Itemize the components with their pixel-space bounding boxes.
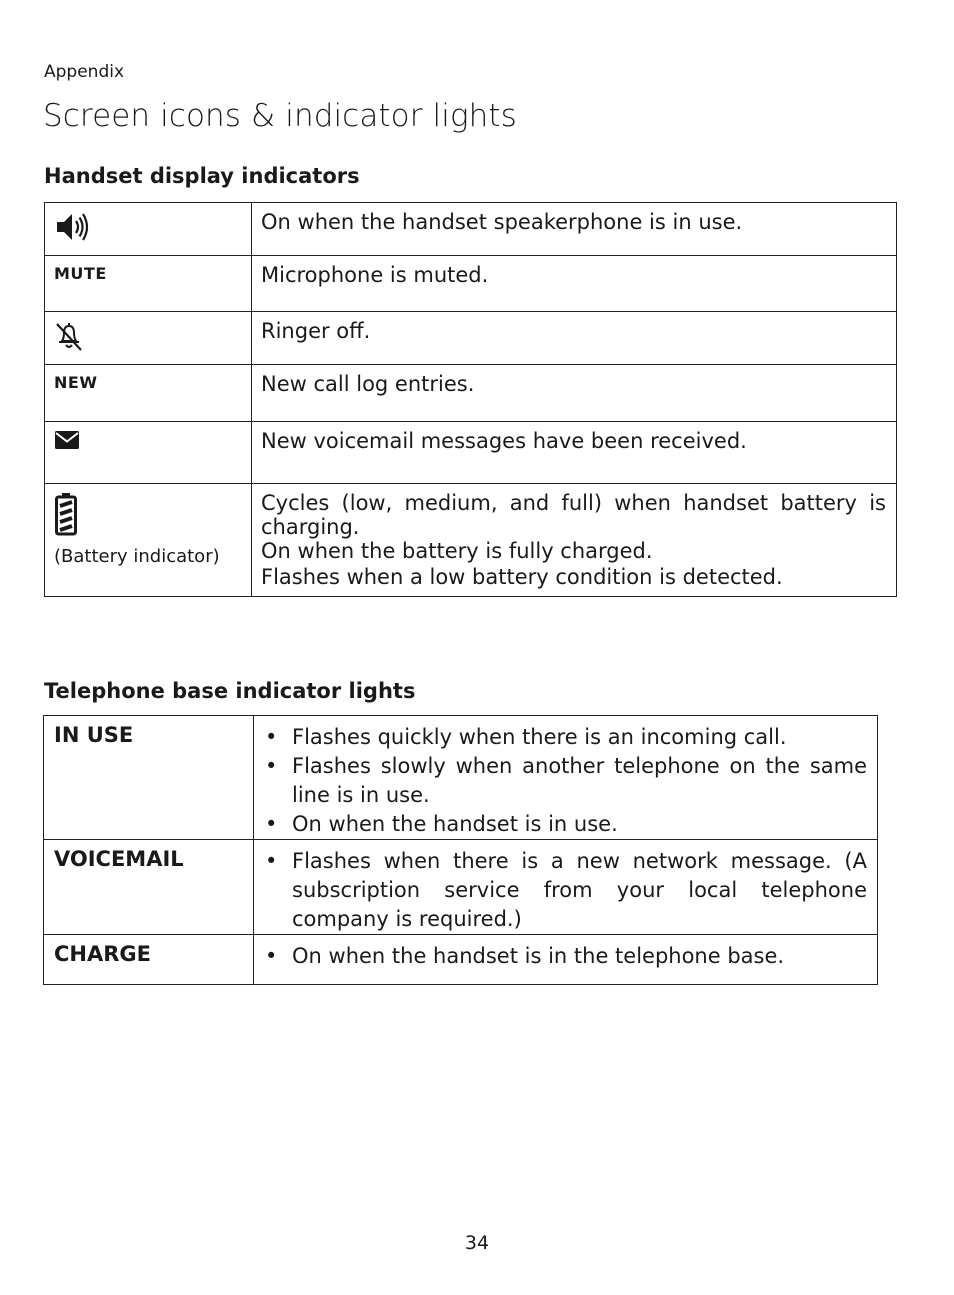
- base-indicator-lights-heading: Telephone base indicator lights: [44, 679, 416, 703]
- bullet-list: [263, 723, 867, 839]
- indicator-description: [254, 716, 878, 840]
- bullet-list: [263, 847, 867, 934]
- battery-description-line: charging.: [261, 515, 360, 539]
- battery-icon: [54, 521, 78, 540]
- table-row: [44, 935, 878, 985]
- icon-cell: [45, 422, 252, 484]
- indicator-description: Ringer off.: [252, 312, 897, 365]
- icon-cell: [45, 203, 252, 256]
- section-label: Appendix: [44, 62, 125, 82]
- indicator-description: Microphone is muted.: [252, 256, 897, 312]
- battery-indicator-label: (Battery indicator): [54, 546, 220, 567]
- indicator-description: New call log entries.: [252, 365, 897, 422]
- indicator-description: [252, 484, 897, 597]
- battery-description-line: Cycles (low, medium, and full) when handset battery is: [261, 491, 886, 515]
- list-item: • Flashes slowly when another telephone on the same line is in use.: [263, 752, 867, 810]
- page-number: 34: [464, 1232, 490, 1254]
- icon-cell: [45, 365, 252, 422]
- handset-indicators-heading: Handset display indicators: [44, 164, 360, 188]
- bullet-list: [263, 942, 867, 971]
- icon-cell: [45, 484, 252, 597]
- battery-description-line: Flashes when a low battery condition is detected.: [261, 565, 783, 589]
- page-title: Screen icons & indicator lights: [43, 98, 517, 134]
- table-row: [45, 256, 897, 312]
- indicator-description: New voicemail messages have been received.: [252, 422, 897, 484]
- icon-cell: [45, 312, 252, 365]
- table-row: [45, 365, 897, 422]
- table-row: [44, 716, 878, 840]
- icon-cell: [45, 256, 252, 312]
- table-row: [45, 484, 897, 597]
- handset-indicators-table: [44, 202, 897, 597]
- indicator-description: [254, 840, 878, 935]
- table-row: [45, 422, 897, 484]
- base-indicator-lights-table: [43, 715, 878, 985]
- new-label: NEW: [54, 373, 98, 392]
- list-item: • On when the handset is in use.: [263, 810, 867, 839]
- indicator-description: On when the handset speakerphone is in use.: [252, 203, 897, 256]
- indicator-description: [254, 935, 878, 985]
- indicator-name: VOICEMAIL: [44, 840, 254, 935]
- list-item: • Flashes quickly when there is an incoming call.: [263, 723, 867, 752]
- table-row: [45, 312, 897, 365]
- indicator-name: IN USE: [44, 716, 254, 840]
- indicator-name: CHARGE: [44, 935, 254, 985]
- battery-description-line: On when the battery is fully charged.: [261, 539, 653, 563]
- speakerphone-icon: [54, 228, 90, 247]
- list-item: • Flashes when there is a new network message. (A subscription service from your local telephone company is required.): [263, 847, 867, 934]
- voicemail-envelope-icon: [54, 435, 80, 454]
- table-row: [44, 840, 878, 935]
- mute-label: MUTE: [54, 264, 107, 283]
- table-row: [45, 203, 897, 256]
- ringer-off-icon: [54, 337, 84, 356]
- list-item: • On when the handset is in the telephone base.: [263, 942, 867, 971]
